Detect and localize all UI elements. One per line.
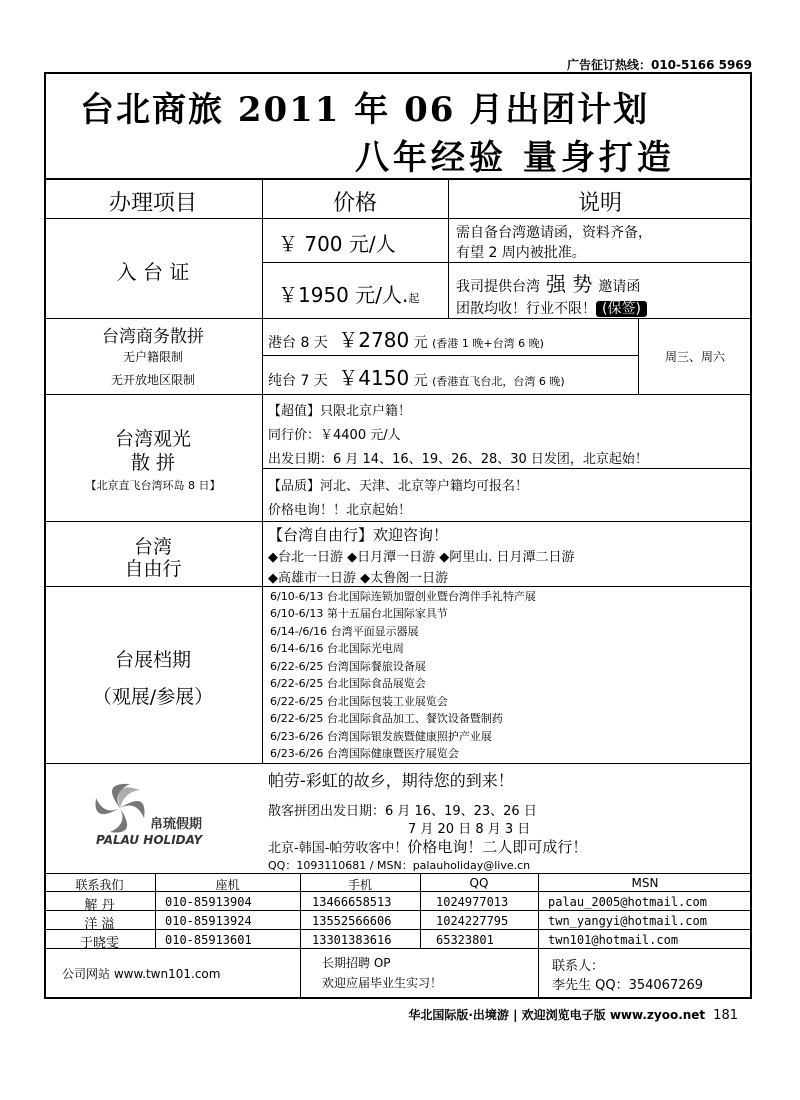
contact-qq: 65323801 [436,933,494,947]
exhibition-item: 6/22-6/25 台北国际食品加工、餐饮设备暨制药 [270,712,503,725]
recruit-line-2: 欢迎应届毕业生实习！ [322,976,443,990]
contacts-header: 手机 [347,878,372,892]
contacts-header: 联系我们 [75,878,124,892]
sightseeing-line-1: 【超值】只限北京户籍！ [268,404,412,419]
free-travel-title-1: 台湾 [133,536,172,558]
sightseeing-note: 【北京直飞台湾环岛 8 日】 [85,479,221,492]
contact-person-label: 联系人： [552,959,605,974]
contacts-header: 座机 [215,878,240,892]
entry-permit-desc-1b: 有望 2 周内被批准。 [456,245,586,261]
divider [44,873,752,874]
contact-mobile: 13466658513 [312,895,392,909]
contact-mobile: 13552566606 [312,914,392,928]
divider [262,355,638,356]
contact-landline: 010-85913904 [165,895,252,909]
palau-route [268,836,587,857]
palau-dates-2: 7 月 20 日 8 月 3 日 [408,822,531,837]
entry-permit-label: 入 台 证 [116,260,190,284]
row2-detail: (香港直飞台北，台湾 6 晚) [432,375,565,388]
divider [44,521,752,522]
contact-name: 洋 溢 [84,917,115,932]
header-desc: 说明 [577,191,622,216]
contact-landline: 010-85913924 [165,914,252,928]
business-tour-note-1: 无户籍限制 [122,350,183,364]
contact-msn: palau_2005@hotmail.com [548,895,707,909]
row1-detail: (香港 1 晚+台湾 6 晚) [432,337,544,350]
row1-label: 港台 8 天 [268,335,328,351]
desc2-pre: 我司提供台湾 [456,279,540,295]
exhibition-item: 6/23-6/26 台湾国际银发族暨健康照护产业展 [270,730,492,743]
business-tour-row-2 [268,362,565,391]
palau-logo-icon [90,778,150,838]
divider [44,586,752,587]
exhibitions-title: 台展档期 [114,649,191,671]
page-footer [408,1006,738,1023]
palau-logo-cn: 帛琉假期 [150,817,203,832]
page-number: 181 [713,1008,738,1023]
page-title: 台北商旅 2011 年 06 月出团计划 [80,90,650,130]
palau-logo-en: PALAU HOLIDAY [96,833,203,847]
desc2-line2: 团散均收！行业不限！ [456,301,596,317]
contact-qq: 1024227795 [436,914,509,928]
entry-permit-desc-1: 需自备台湾邀请函，资料齐备， [456,225,652,241]
free-travel-heading: 【台湾自由行】欢迎咨询！ [268,526,449,544]
sightseeing-title-1: 台湾观光 [114,428,191,450]
sightseeing-line-4: 【品质】河北、天津、北京等户籍均可报名！ [268,479,529,494]
divider [262,394,263,763]
contact-msn: twn_yangyi@hotmail.com [548,914,707,928]
exhibition-item: 6/10-6/13 台北国际连锁加盟创业暨台湾伴手礼特产展 [270,590,536,603]
row2-label: 纯台 7 天 [268,373,328,389]
entry-permit-desc-2 [456,268,640,297]
contact-msn: twn101@hotmail.com [548,933,679,947]
divider [44,318,752,319]
sightseeing-title-2: 散 拼 [130,452,176,474]
divider [44,178,752,180]
palau-dates-1: 散客拼团出发日期：6 月 16、19、23、26 日 [268,804,537,819]
palau-contact: QQ：1093110681 / MSN：palauholiday@live.cn [268,859,531,872]
row1-price: ￥2780 [338,328,410,352]
exhibition-item: 6/14-6/16 台北国际光电周 [270,642,404,655]
business-tour-row-1 [268,324,544,353]
desc2-strong: 强 势 [546,272,593,296]
row1-unit: 元 [413,335,428,351]
sightseeing-line-2: 同行价：￥4400 元/人 [268,428,401,443]
entry-permit-price-2 [278,279,419,308]
contact-mobile: 13301383616 [312,933,392,947]
exhibition-item: 6/10-6/13 第十五届台北国际家具节 [270,607,448,620]
sightseeing-line-3: 出发日期：6 月 14、16、19、26、28、30 日发团，北京起始！ [268,452,648,467]
contacts-header: QQ [469,876,489,890]
header-price: 价格 [332,191,377,216]
divider [262,262,752,263]
exhibition-item: 6/23-6/26 台湾国际健康暨医疗展览会 [270,747,459,760]
row2-price: ￥4150 [338,366,410,390]
contacts-header: MSN [631,876,659,890]
contact-qq: 1024977013 [436,895,509,909]
exhibition-item: 6/22-6/25 台北国际包装工业展览会 [270,695,448,708]
contact-landline: 010-85913601 [165,933,252,947]
business-tour-title: 台湾商务散拼 [102,327,204,347]
desc2-post: 邀请函 [598,279,641,295]
guarantee-badge: (保签) [596,301,647,317]
page-subtitle: 八年经验 量身打造 [355,138,675,178]
divider [300,948,301,999]
free-travel-row-1: ◆台北一日游 ◆日月潭一日游 ◆阿里山. 日月潭二日游 [268,550,575,565]
entry-permit-price-1: ￥ 700 元/人 [278,232,396,256]
free-travel-title-2: 自由行 [124,558,182,580]
recruit-line-1: 长期招聘 OP [322,956,391,970]
divider [262,468,752,469]
exhibition-item: 6/22-6/25 台湾国际餐旅设备展 [270,660,426,673]
exhibitions-subtitle: （观展/参展） [92,686,214,708]
ad-hotline: 广告征订热线：010-5166 5969 [566,58,752,72]
business-tour-note-2: 无开放地区限制 [110,373,195,387]
company-website[interactable]: 公司网站 www.twn101.com [62,967,221,981]
divider [538,948,539,999]
row2-unit: 元 [413,373,428,389]
contact-person: 李先生 QQ：354067269 [552,978,704,993]
business-tour-days: 周三、周六 [664,350,725,364]
divider [44,218,752,219]
palau-route-strong: 价格电询！二人即可成行！ [407,838,588,856]
contact-name: 解 丹 [84,898,115,913]
palau-heading: 帕劳-彩虹的故乡，期待您的到来！ [268,771,514,790]
contact-name: 于晓雯 [79,936,119,951]
sightseeing-line-5: 价格电询！！北京起始！ [268,503,412,518]
header-item: 办理项目 [108,191,197,216]
palau-route-pre: 北京-韩国-帕劳收客中！ [268,841,408,856]
entry-permit-price-2-value: ￥1950 元/人. [278,283,409,307]
divider [44,763,752,764]
divider [44,394,752,395]
footer-text: 华北国际版·出境游 | 欢迎浏览电子版 www.zyoo.net [408,1008,706,1022]
entry-permit-price-2-suffix: 起 [408,292,420,305]
exhibition-item: 6/22-6/25 台北国际食品展览会 [270,677,426,690]
exhibition-item: 6/14-/6/16 台湾平面显示器展 [270,625,419,638]
entry-permit-desc-2b [456,298,647,318]
free-travel-row-2: ◆高雄市一日游 ◆太鲁阁一日游 [268,571,449,586]
